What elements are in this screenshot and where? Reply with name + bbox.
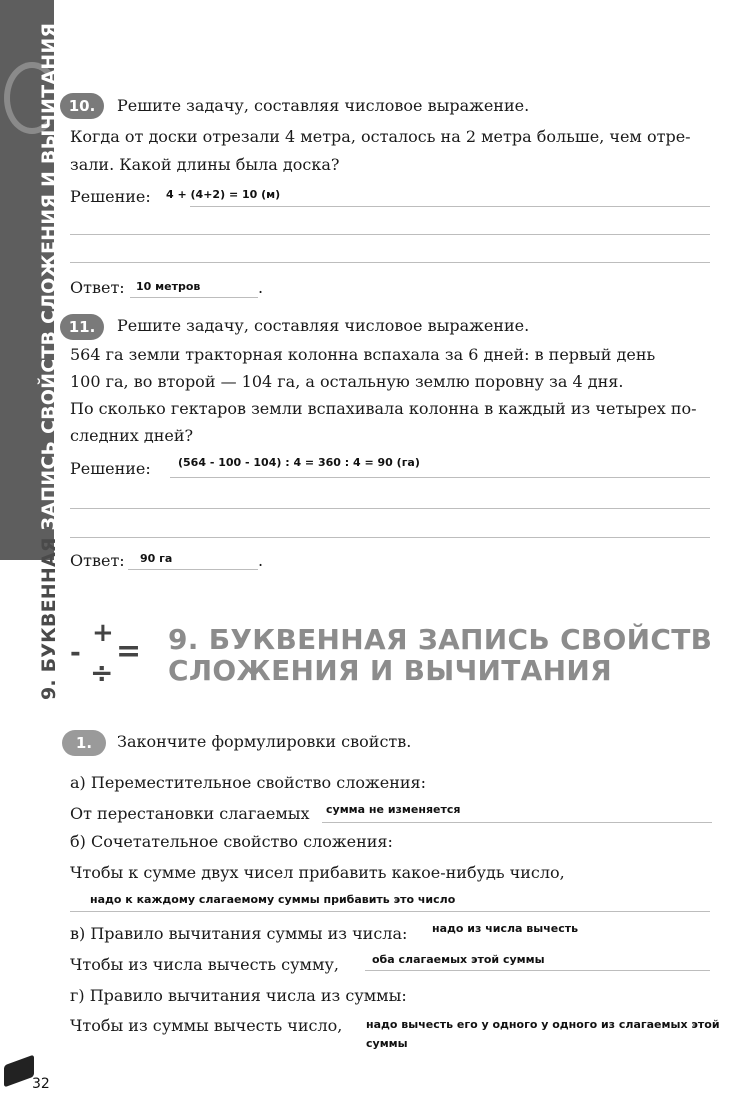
task-10-badge [60, 93, 104, 119]
property-b-text: Чтобы к сумме двух чисел прибавить какое-нибудь число, [70, 863, 565, 882]
property-c-answer-top[interactable]: надо из числа вычесть [432, 922, 579, 935]
task-11-text-4: следних дней? [70, 426, 194, 445]
task-10-text-1: Когда от доски отрезали 4 метра, осталось на 2 метра больше, чем отре- [70, 127, 691, 146]
task-11-solution-label: Решение: [70, 459, 151, 478]
minus-icon: - [70, 638, 81, 668]
property-c-answer[interactable]: оба слагаемых этой суммы [372, 953, 545, 966]
task-11-badge [60, 314, 104, 340]
property-d-answer-1[interactable]: надо вычесть его у одного у одного из слагаемых этой [366, 1018, 720, 1031]
answer-line [128, 569, 258, 570]
section-title-line-2: СЛОЖЕНИЯ И ВЫЧИТАНИЯ [168, 654, 612, 687]
property-a-label: а) Переместительное свойство сложения: [70, 773, 426, 792]
property-a-answer[interactable]: сумма не изменяется [326, 803, 461, 816]
task-1-title: Закончите формулировки свойств. [117, 732, 412, 751]
property-c-text: Чтобы из числа вычесть сумму, [70, 955, 339, 974]
task-11-solution[interactable]: (564 - 100 - 104) : 4 = 360 : 4 = 90 (га) [178, 456, 420, 469]
answer-line [170, 477, 710, 478]
task-11-text-2: 100 га, во второй — 104 га, а остальную землю поровну за 4 дня. [70, 372, 624, 391]
plus-icon: + [92, 618, 114, 648]
property-a-text: От перестановки слагаемых [70, 804, 310, 823]
task-1-badge [62, 730, 106, 756]
divide-icon: ÷ [90, 656, 114, 689]
task-10-answer-label: Ответ: [70, 278, 125, 297]
task-11-text-3: По сколько гектаров земли вспахивала колонна в каждый из четырех по- [70, 399, 697, 418]
answer-line [70, 262, 710, 263]
property-d-text: Чтобы из суммы вычесть число, [70, 1016, 343, 1035]
answer-line [70, 234, 710, 235]
spine-title-dark: ЗАПИСЬ СВОЙСТВ СЛОЖЕНИЯ И ВЫЧИТАНИЯ [38, 22, 60, 531]
math-operations-icon [68, 620, 158, 700]
answer-line [70, 508, 710, 509]
task-10-solution-label: Решение: [70, 187, 151, 206]
section-title [168, 624, 712, 686]
task-11-text-1: 564 га земли тракторная колонна вспахала за 6 дней: в первый день [70, 345, 656, 364]
spine-title-light: 9. БУКВЕННАЯ [38, 530, 60, 700]
answer-line [70, 537, 710, 538]
task-11-title: Решите задачу, составляя числовое выражение. [117, 316, 530, 335]
task-11-answer-label: Ответ: [70, 551, 125, 570]
equals-icon: = [116, 634, 142, 669]
property-c-label: в) Правило вычитания суммы из числа: [70, 924, 408, 943]
answer-line [70, 911, 710, 912]
task-10-answer-end: . [258, 278, 264, 297]
answer-line [190, 206, 710, 207]
property-d-label: г) Правило вычитания числа из суммы: [70, 986, 407, 1005]
page-number: 32 [32, 1076, 50, 1092]
property-b-label: б) Сочетательное свойство сложения: [70, 832, 393, 851]
task-11-answer[interactable]: 90 га [140, 552, 173, 565]
answer-line [322, 822, 712, 823]
task-10-text-2: зали. Какой длины была доска? [70, 155, 340, 174]
property-b-answer[interactable]: надо к каждому слагаемому суммы прибавить это число [90, 893, 456, 906]
answer-line [365, 970, 710, 971]
task-number: 11. [60, 314, 104, 340]
task-10-answer[interactable]: 10 метров [136, 280, 201, 293]
task-10-solution[interactable]: 4 + (4+2) = 10 (м) [166, 188, 281, 201]
property-d-answer-2[interactable]: суммы [366, 1037, 408, 1050]
section-title-line-1: 9. БУКВЕННАЯ ЗАПИСЬ СВОЙСТВ [168, 623, 713, 656]
spine-chapter-title [38, 23, 60, 700]
task-10-title: Решите задачу, составляя числовое выражение. [117, 96, 530, 115]
task-number: 10. [60, 93, 104, 119]
answer-line [130, 297, 258, 298]
task-number: 1. [62, 730, 106, 756]
task-11-answer-end: . [258, 551, 264, 570]
